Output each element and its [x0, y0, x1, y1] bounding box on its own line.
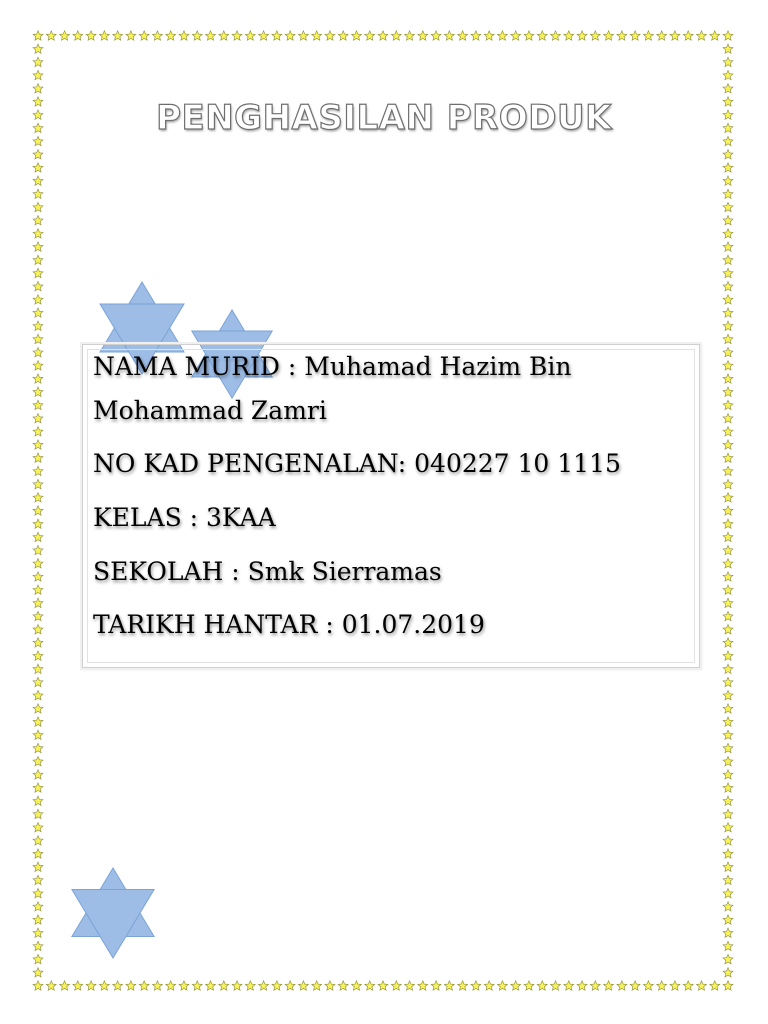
star-icon — [484, 31, 494, 40]
star-icon — [723, 783, 733, 792]
star-icon — [723, 519, 733, 528]
star-icon — [192, 981, 202, 990]
star-icon — [272, 31, 282, 40]
star-icon — [33, 836, 43, 845]
star-icon — [338, 31, 348, 40]
star-icon — [723, 902, 733, 911]
star-icon — [259, 981, 269, 990]
star-icon — [551, 981, 561, 990]
star-icon — [298, 981, 308, 990]
star-icon — [33, 84, 43, 93]
star-icon — [723, 202, 733, 211]
star-icon — [723, 347, 733, 356]
star-icon — [33, 796, 43, 805]
star-icon — [723, 888, 733, 897]
star-icon — [152, 31, 162, 40]
star-icon — [723, 572, 733, 581]
star-icon — [723, 84, 733, 93]
star-icon — [312, 31, 322, 40]
star-icon — [139, 31, 149, 40]
star-icon — [723, 242, 733, 251]
star-icon — [630, 31, 640, 40]
star-icon — [33, 361, 43, 370]
star-icon — [33, 915, 43, 924]
star-icon — [33, 545, 43, 554]
star-icon — [405, 981, 415, 990]
star-icon — [33, 281, 43, 290]
star-icon — [723, 677, 733, 686]
star-icon — [33, 941, 43, 950]
star-icon — [723, 466, 733, 475]
star-icon — [723, 756, 733, 765]
star-icon — [206, 31, 216, 40]
star-icon — [657, 31, 667, 40]
star-icon — [723, 506, 733, 515]
star-icon — [723, 941, 733, 950]
star-icon — [139, 981, 149, 990]
star-icon — [697, 981, 707, 990]
star-icon — [723, 730, 733, 739]
star-icon — [33, 559, 43, 568]
star-icon — [604, 31, 614, 40]
star-icon — [232, 31, 242, 40]
star-icon — [219, 981, 229, 990]
star-icon — [723, 427, 733, 436]
star-icon — [33, 400, 43, 409]
star-icon — [723, 651, 733, 660]
star-icon — [577, 981, 587, 990]
star-icon — [33, 70, 43, 79]
star-icon — [33, 202, 43, 211]
star-icon — [99, 981, 109, 990]
star-icon — [723, 453, 733, 462]
star-icon — [33, 902, 43, 911]
star-icon — [86, 981, 96, 990]
star-icon — [431, 31, 441, 40]
star-icon — [564, 981, 574, 990]
submission-date-line: TARIKH HANTAR : 01.07.2019 — [93, 610, 485, 639]
star-icon — [245, 31, 255, 40]
star-icon — [723, 849, 733, 858]
star-icon — [33, 651, 43, 660]
star-icon — [723, 176, 733, 185]
star-icon — [723, 216, 733, 225]
star-icon — [33, 427, 43, 436]
star-icon — [723, 822, 733, 831]
star-icon — [365, 981, 375, 990]
star-icon — [33, 453, 43, 462]
star-icon — [723, 361, 733, 370]
star-icon — [723, 57, 733, 66]
star-icon — [33, 585, 43, 594]
star-icon — [33, 374, 43, 383]
star-icon — [723, 862, 733, 871]
star-icon — [604, 981, 614, 990]
star-icon — [617, 31, 627, 40]
star-icon — [405, 31, 415, 40]
star-icon — [33, 981, 43, 990]
star-icon — [723, 479, 733, 488]
star-icon — [590, 981, 600, 990]
star-icon — [723, 559, 733, 568]
star-icon — [33, 572, 43, 581]
star-icon — [33, 229, 43, 238]
star-icon — [33, 677, 43, 686]
star-icon — [723, 532, 733, 541]
star-icon — [537, 31, 547, 40]
star-icon — [723, 229, 733, 238]
star-icon — [418, 31, 428, 40]
star-icon — [33, 295, 43, 304]
star-icon — [444, 31, 454, 40]
star-icon — [551, 31, 561, 40]
star-icon — [33, 479, 43, 488]
star-icon — [723, 295, 733, 304]
star-icon — [33, 268, 43, 277]
star-icon — [113, 31, 123, 40]
star-icon — [33, 809, 43, 818]
star-icon — [723, 493, 733, 502]
star-icon — [33, 150, 43, 159]
star-icon — [33, 493, 43, 502]
star-icon — [33, 704, 43, 713]
star-icon — [710, 981, 720, 990]
star-icon — [723, 809, 733, 818]
star-icon — [723, 691, 733, 700]
star-icon — [259, 31, 269, 40]
star-icon — [723, 70, 733, 79]
star-icon — [723, 308, 733, 317]
star-icon — [219, 31, 229, 40]
star-icon — [179, 981, 189, 990]
star-icon — [630, 981, 640, 990]
star-icon — [33, 954, 43, 963]
star-icon — [391, 981, 401, 990]
star-icon — [86, 31, 96, 40]
star-icon — [33, 968, 43, 977]
star-icon — [723, 387, 733, 396]
star-icon — [33, 756, 43, 765]
star-icon — [33, 466, 43, 475]
star-icon — [272, 981, 282, 990]
star-icon — [365, 31, 375, 40]
student-name-line-1: NAMA MURID : Muhamad Hazim Bin — [93, 352, 572, 381]
star-icon — [511, 31, 521, 40]
star-icon — [484, 981, 494, 990]
star-icon — [723, 836, 733, 845]
star-icon — [564, 31, 574, 40]
school-line: SEKOLAH : Smk Sierramas — [93, 557, 442, 586]
star-icon — [497, 981, 507, 990]
star-icon — [73, 31, 83, 40]
star-icon — [723, 440, 733, 449]
star-icon — [33, 506, 43, 515]
star-icon — [33, 691, 43, 700]
star-icon — [245, 981, 255, 990]
star-icon — [723, 163, 733, 172]
star-icon — [126, 31, 136, 40]
star-icon — [33, 387, 43, 396]
star-icon — [33, 308, 43, 317]
star-icon — [723, 400, 733, 409]
star-icon — [352, 981, 362, 990]
star-icon — [179, 31, 189, 40]
star-icon — [471, 981, 481, 990]
star-icon — [577, 31, 587, 40]
star-icon — [723, 268, 733, 277]
star-icon — [33, 888, 43, 897]
star-icon — [33, 57, 43, 66]
star-icon — [683, 31, 693, 40]
star-icon — [33, 598, 43, 607]
star-icon — [723, 321, 733, 330]
star-icon — [33, 440, 43, 449]
star-icon — [46, 31, 56, 40]
star-icon — [723, 704, 733, 713]
star-icon — [338, 981, 348, 990]
star-icon — [33, 216, 43, 225]
star-icon — [723, 374, 733, 383]
star-icon — [33, 334, 43, 343]
star-icon — [285, 31, 295, 40]
star-icon — [33, 743, 43, 752]
star-icon — [723, 928, 733, 937]
star-icon — [723, 334, 733, 343]
star-icon — [166, 31, 176, 40]
star-icon — [723, 968, 733, 977]
star-icon — [33, 730, 43, 739]
star-icon — [723, 638, 733, 647]
star-icon — [723, 545, 733, 554]
star-icon — [723, 585, 733, 594]
hexagram-icon — [66, 866, 160, 960]
star-icon — [431, 981, 441, 990]
star-icon — [33, 875, 43, 884]
star-icon — [670, 981, 680, 990]
star-icon — [643, 31, 653, 40]
star-icon — [643, 981, 653, 990]
star-icon — [418, 981, 428, 990]
star-icon — [33, 638, 43, 647]
star-icon — [657, 981, 667, 990]
star-icon — [723, 44, 733, 53]
ic-number: NO KAD PENGENALAN: 040227 10 1115 — [93, 449, 621, 478]
star-icon — [325, 31, 335, 40]
class-line: KELAS : 3KAA — [93, 503, 276, 532]
star-icon — [524, 981, 534, 990]
star-icon — [126, 981, 136, 990]
star-icon — [723, 954, 733, 963]
star-icon — [33, 928, 43, 937]
star-icon — [33, 347, 43, 356]
star-icon — [33, 242, 43, 251]
star-icon — [590, 31, 600, 40]
star-icon — [60, 981, 70, 990]
star-icon — [723, 770, 733, 779]
star-icon — [33, 321, 43, 330]
star-icon — [378, 31, 388, 40]
star-icon — [723, 413, 733, 422]
student-name-line-2: Mohammad Zamri — [93, 396, 327, 425]
star-icon — [33, 849, 43, 858]
star-icon — [33, 822, 43, 831]
star-icon — [73, 981, 83, 990]
star-icon — [60, 31, 70, 40]
star-icon — [192, 31, 202, 40]
star-icon — [497, 31, 507, 40]
star-icon — [391, 31, 401, 40]
star-icon — [33, 31, 43, 40]
star-icon — [617, 981, 627, 990]
star-icon — [378, 981, 388, 990]
star-icon — [33, 189, 43, 198]
star-icon — [33, 255, 43, 264]
star-icon — [113, 981, 123, 990]
star-icon — [723, 31, 733, 40]
star-icon — [33, 862, 43, 871]
star-icon — [723, 598, 733, 607]
star-icon — [33, 519, 43, 528]
star-icon — [723, 743, 733, 752]
star-icon — [444, 981, 454, 990]
star-icon — [33, 664, 43, 673]
star-icon — [723, 664, 733, 673]
star-icon — [312, 981, 322, 990]
star-icon — [723, 281, 733, 290]
star-icon — [683, 981, 693, 990]
star-icon — [723, 981, 733, 990]
star-icon — [285, 981, 295, 990]
star-icon — [710, 31, 720, 40]
star-icon — [697, 31, 707, 40]
star-icon — [524, 31, 534, 40]
star-icon — [152, 981, 162, 990]
star-icon — [99, 31, 109, 40]
star-icon — [723, 717, 733, 726]
star-icon — [723, 915, 733, 924]
star-icon — [166, 981, 176, 990]
star-icon — [298, 31, 308, 40]
star-icon — [723, 255, 733, 264]
star-icon — [33, 176, 43, 185]
star-icon — [325, 981, 335, 990]
star-icon — [723, 150, 733, 159]
star-icon — [33, 44, 43, 53]
star-icon — [33, 413, 43, 422]
star-icon — [723, 189, 733, 198]
star-icon — [511, 981, 521, 990]
star-icon — [33, 717, 43, 726]
star-icon — [352, 31, 362, 40]
star-icon — [33, 611, 43, 620]
star-icon — [206, 981, 216, 990]
star-icon — [458, 31, 468, 40]
star-icon — [33, 532, 43, 541]
star-icon — [33, 163, 43, 172]
star-icon — [33, 783, 43, 792]
star-icon — [670, 31, 680, 40]
star-icon — [723, 625, 733, 634]
star-icon — [723, 611, 733, 620]
star-icon — [723, 875, 733, 884]
star-icon — [458, 981, 468, 990]
star-icon — [723, 796, 733, 805]
star-icon — [33, 770, 43, 779]
star-icon — [471, 31, 481, 40]
star-icon — [46, 981, 56, 990]
star-icon — [232, 981, 242, 990]
star-icon — [33, 625, 43, 634]
star-icon — [537, 981, 547, 990]
document-title: PENGHASILAN PRODUK — [156, 98, 612, 138]
